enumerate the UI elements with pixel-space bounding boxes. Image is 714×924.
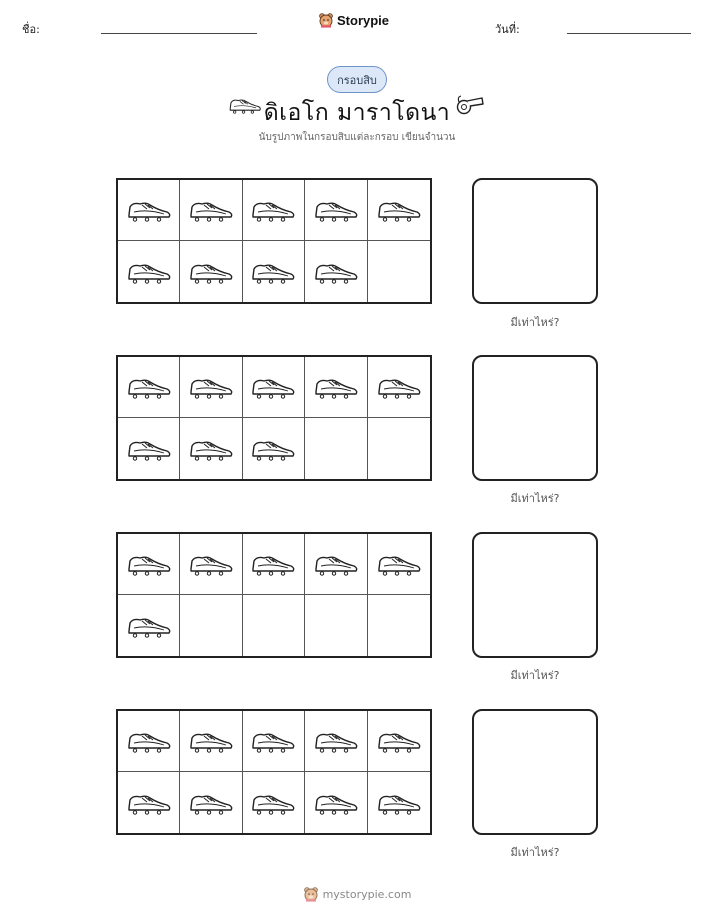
question-label: มีเท่าไหร่? (510, 492, 560, 505)
whistle-icon (455, 94, 485, 116)
ten-frame-cell (305, 180, 367, 241)
ten-frame-cell (305, 357, 367, 418)
answer-box[interactable] (472, 532, 598, 658)
soccer-cleat-icon (250, 197, 296, 223)
soccer-cleat-icon (313, 259, 359, 285)
ten-frame-cell (118, 418, 180, 479)
ten-frame-cell (118, 357, 180, 418)
ten-frame-cell (118, 772, 180, 833)
soccer-cleat-icon (126, 259, 172, 285)
ten-frame-cell (368, 418, 430, 479)
ten-frame-cell (180, 711, 242, 772)
ten-frame-cell (243, 241, 305, 302)
soccer-cleat-icon (188, 197, 234, 223)
ten-frame-cell (118, 534, 180, 595)
ten-frame-cell (180, 241, 242, 302)
ten-frame-cell (118, 241, 180, 302)
ten-frame-cell (180, 180, 242, 241)
ten-frame-cell (180, 772, 242, 833)
soccer-cleat-icon (126, 197, 172, 223)
date-field[interactable] (567, 33, 691, 34)
ten-frame-cell (368, 711, 430, 772)
soccer-cleat-icon (376, 790, 422, 816)
soccer-cleat-icon (188, 551, 234, 577)
ten-frame-cell (180, 418, 242, 479)
soccer-cleat-icon (188, 436, 234, 462)
soccer-cleat-icon (250, 551, 296, 577)
soccer-cleat-icon (126, 790, 172, 816)
soccer-cleat-icon (126, 374, 172, 400)
question-label: มีเท่าไหร่? (510, 316, 560, 329)
ten-frame-cell (305, 772, 367, 833)
ten-frame (116, 709, 432, 835)
ten-frame-cell (243, 772, 305, 833)
ten-frame-cell (118, 180, 180, 241)
soccer-cleat-icon (126, 436, 172, 462)
soccer-cleat-icon (250, 790, 296, 816)
name-label: ชื่อ: (22, 23, 40, 36)
ten-frame-cell (118, 711, 180, 772)
ten-frame-cell (305, 711, 367, 772)
soccer-cleat-icon (188, 259, 234, 285)
topic-badge: กรอบสิบ (327, 66, 387, 93)
ten-frame-cell (305, 595, 367, 656)
soccer-cleat-icon (188, 728, 234, 754)
soccer-cleat-icon (313, 728, 359, 754)
ten-frame-cell (243, 595, 305, 656)
soccer-cleat-icon (313, 197, 359, 223)
ten-frame-cell (305, 534, 367, 595)
soccer-cleat-icon (250, 728, 296, 754)
instructions: นับรูปภาพในกรอบสิบแต่ละกรอบ เขียนจำนวน (258, 132, 456, 143)
ten-frame-cell (243, 418, 305, 479)
ten-frame (116, 178, 432, 304)
soccer-cleat-icon (188, 374, 234, 400)
soccer-cleat-icon (126, 728, 172, 754)
soccer-cleat-icon (250, 374, 296, 400)
footer-url: mystorypie.com (322, 887, 412, 901)
answer-box[interactable] (472, 709, 598, 835)
ten-frame-cell (243, 534, 305, 595)
ten-frame (116, 355, 432, 481)
soccer-cleat-icon (376, 728, 422, 754)
soccer-cleat-icon (250, 259, 296, 285)
ten-frame-cell (368, 357, 430, 418)
bear-logo-icon (303, 886, 319, 902)
footer (0, 886, 714, 902)
ten-frame-cell (243, 180, 305, 241)
soccer-cleat-icon (313, 551, 359, 577)
soccer-cleat-icon (313, 374, 359, 400)
soccer-cleat-icon (126, 613, 172, 639)
ten-frame-cell (368, 180, 430, 241)
date-label: วันที่: (495, 23, 520, 36)
ten-frame-cell (368, 241, 430, 302)
answer-box[interactable] (472, 178, 598, 304)
ten-frame-cell (180, 534, 242, 595)
soccer-cleat-icon (250, 436, 296, 462)
ten-frame (116, 532, 432, 658)
soccer-cleat-icon (188, 790, 234, 816)
soccer-cleat-icon (313, 790, 359, 816)
ten-frame-cell (243, 711, 305, 772)
ten-frame-cell (243, 357, 305, 418)
soccer-cleat-icon (126, 551, 172, 577)
question-label: มีเท่าไหร่? (510, 846, 560, 859)
answer-box[interactable] (472, 355, 598, 481)
name-field[interactable] (101, 33, 257, 34)
ten-frame-cell (305, 418, 367, 479)
soccer-cleat-icon (376, 551, 422, 577)
brand-logo (318, 12, 389, 28)
ten-frame-cell (305, 241, 367, 302)
soccer-cleat-icon (376, 374, 422, 400)
question-label: มีเท่าไหร่? (510, 669, 560, 682)
page-title: ดิเอโก มาราโดนา (263, 100, 451, 126)
ten-frame-cell (118, 595, 180, 656)
ten-frame-cell (368, 595, 430, 656)
brand-name: Storypie (337, 12, 390, 28)
soccer-cleat-icon (376, 197, 422, 223)
ten-frame-cell (368, 772, 430, 833)
bear-logo-icon (318, 12, 334, 28)
ten-frame-cell (180, 595, 242, 656)
ten-frame-cell (180, 357, 242, 418)
ten-frame-cell (368, 534, 430, 595)
